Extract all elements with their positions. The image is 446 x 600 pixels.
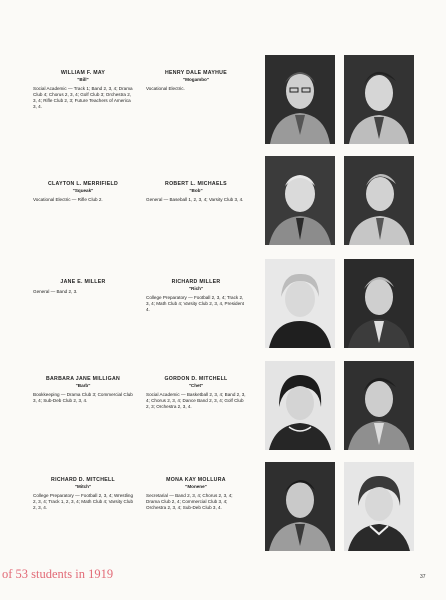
student-portrait-photo (344, 361, 414, 450)
student-portrait-photo (265, 55, 335, 144)
student-entry (33, 477, 133, 511)
student-nickname: "Mitch" (74, 484, 92, 489)
student-portrait-photo (265, 361, 335, 450)
page-number: 37 (420, 574, 426, 580)
student-entry (146, 477, 246, 511)
student-name: BARBARA JANE MILLIGAN (45, 376, 121, 382)
student-description: Social Academic — Track 1; Band 2, 3, 4; Drama Club 4; Chorus 2, 3, 4; Golf Club 3; Orchestra 2, 3, 4; Rifle Club 2, 3; Future Teachers of America 3, 4. (33, 86, 133, 109)
student-row (0, 254, 446, 352)
student-description: General — Band 2, 3. (33, 289, 78, 294)
student-entry (146, 181, 246, 203)
student-nickname: "Barb" (75, 383, 91, 388)
student-name: HENRY DALE MAYHUE (165, 70, 227, 76)
student-name: RICHARD D. MITCHELL (51, 477, 115, 483)
student-description: Vocational Electric. (146, 86, 185, 91)
student-name: RICHARD MILLER (171, 279, 221, 285)
student-name: WILLIAM F. MAY (60, 70, 106, 76)
student-nickname: "Monene" (185, 484, 207, 489)
student-entry (146, 70, 246, 92)
student-nickname: "Rich" (188, 286, 204, 291)
student-description: Secretarial — Band 2, 3, 4; Chorus 2, 3, 4; Drama Club 2, 4; Commercial Club 3, 4; Orchestra 2, 3, 4; Sub-Deb Club 3, 4. (146, 493, 233, 510)
student-description: Vocational Electric — Rifle Club 2. (33, 197, 103, 202)
student-description: General — Baseball 1, 2, 3, 4; Varsity Club 3, 4. (146, 197, 244, 202)
student-entry (33, 70, 133, 110)
student-portrait-photo (344, 55, 414, 144)
student-portrait-photo (265, 259, 335, 348)
student-portrait-photo (344, 156, 414, 245)
student-entry (33, 376, 133, 404)
student-nickname: "Bill" (77, 77, 89, 82)
student-name: MONA KAY MOLLURA (166, 477, 226, 483)
student-entry (146, 279, 246, 313)
student-description: Social Academic — Basketball 2, 3, 4; Band 2, 3, 4; Chorus 2, 3, 4; Dance Band 2, 3, 4; Golf Club 2, 3; Orchestra 2, 3, 4. (146, 392, 246, 409)
student-entry (33, 279, 133, 295)
student-portrait-photo (265, 462, 335, 551)
student-entry (146, 376, 246, 410)
student-nickname: "Bob" (189, 188, 203, 193)
student-portrait-photo (344, 259, 414, 348)
student-description: College Preparatory — Football 2, 3, 4; Wrestling 2, 3, 4; Track 1, 2, 3, 4; Math Club 4; Varsity Club 2, 3, 4. (33, 493, 134, 510)
student-entry (33, 181, 133, 203)
student-row (0, 152, 446, 250)
footer-caption: of 53 students in 1919 (2, 567, 114, 581)
student-portrait-photo (344, 462, 414, 551)
student-row (0, 355, 446, 453)
student-name: JANE E. MILLER (60, 279, 106, 285)
student-name: CLAYTON L. MERRIFIELD (48, 181, 118, 187)
student-nickname: "Squeak" (72, 188, 94, 193)
student-portrait-photo (265, 156, 335, 245)
student-name: GORDON D. MITCHELL (164, 376, 228, 382)
student-description: Bookkeeping — Drama Club 3; Commercial Club 3, 4; Sub-Deb Club 2, 3, 4. (33, 392, 133, 403)
student-description: College Preparatory — Football 2, 3, 4; Track 2, 3, 4; Math Club 4; Varsity Club 2, 3, 4, President 4. (146, 295, 244, 312)
student-row (0, 456, 446, 554)
student-row (0, 52, 446, 150)
student-name: ROBERT L. MICHAELS (165, 181, 227, 187)
student-nickname: "Mogambo" (182, 77, 210, 82)
student-nickname: "Chet" (188, 383, 204, 388)
